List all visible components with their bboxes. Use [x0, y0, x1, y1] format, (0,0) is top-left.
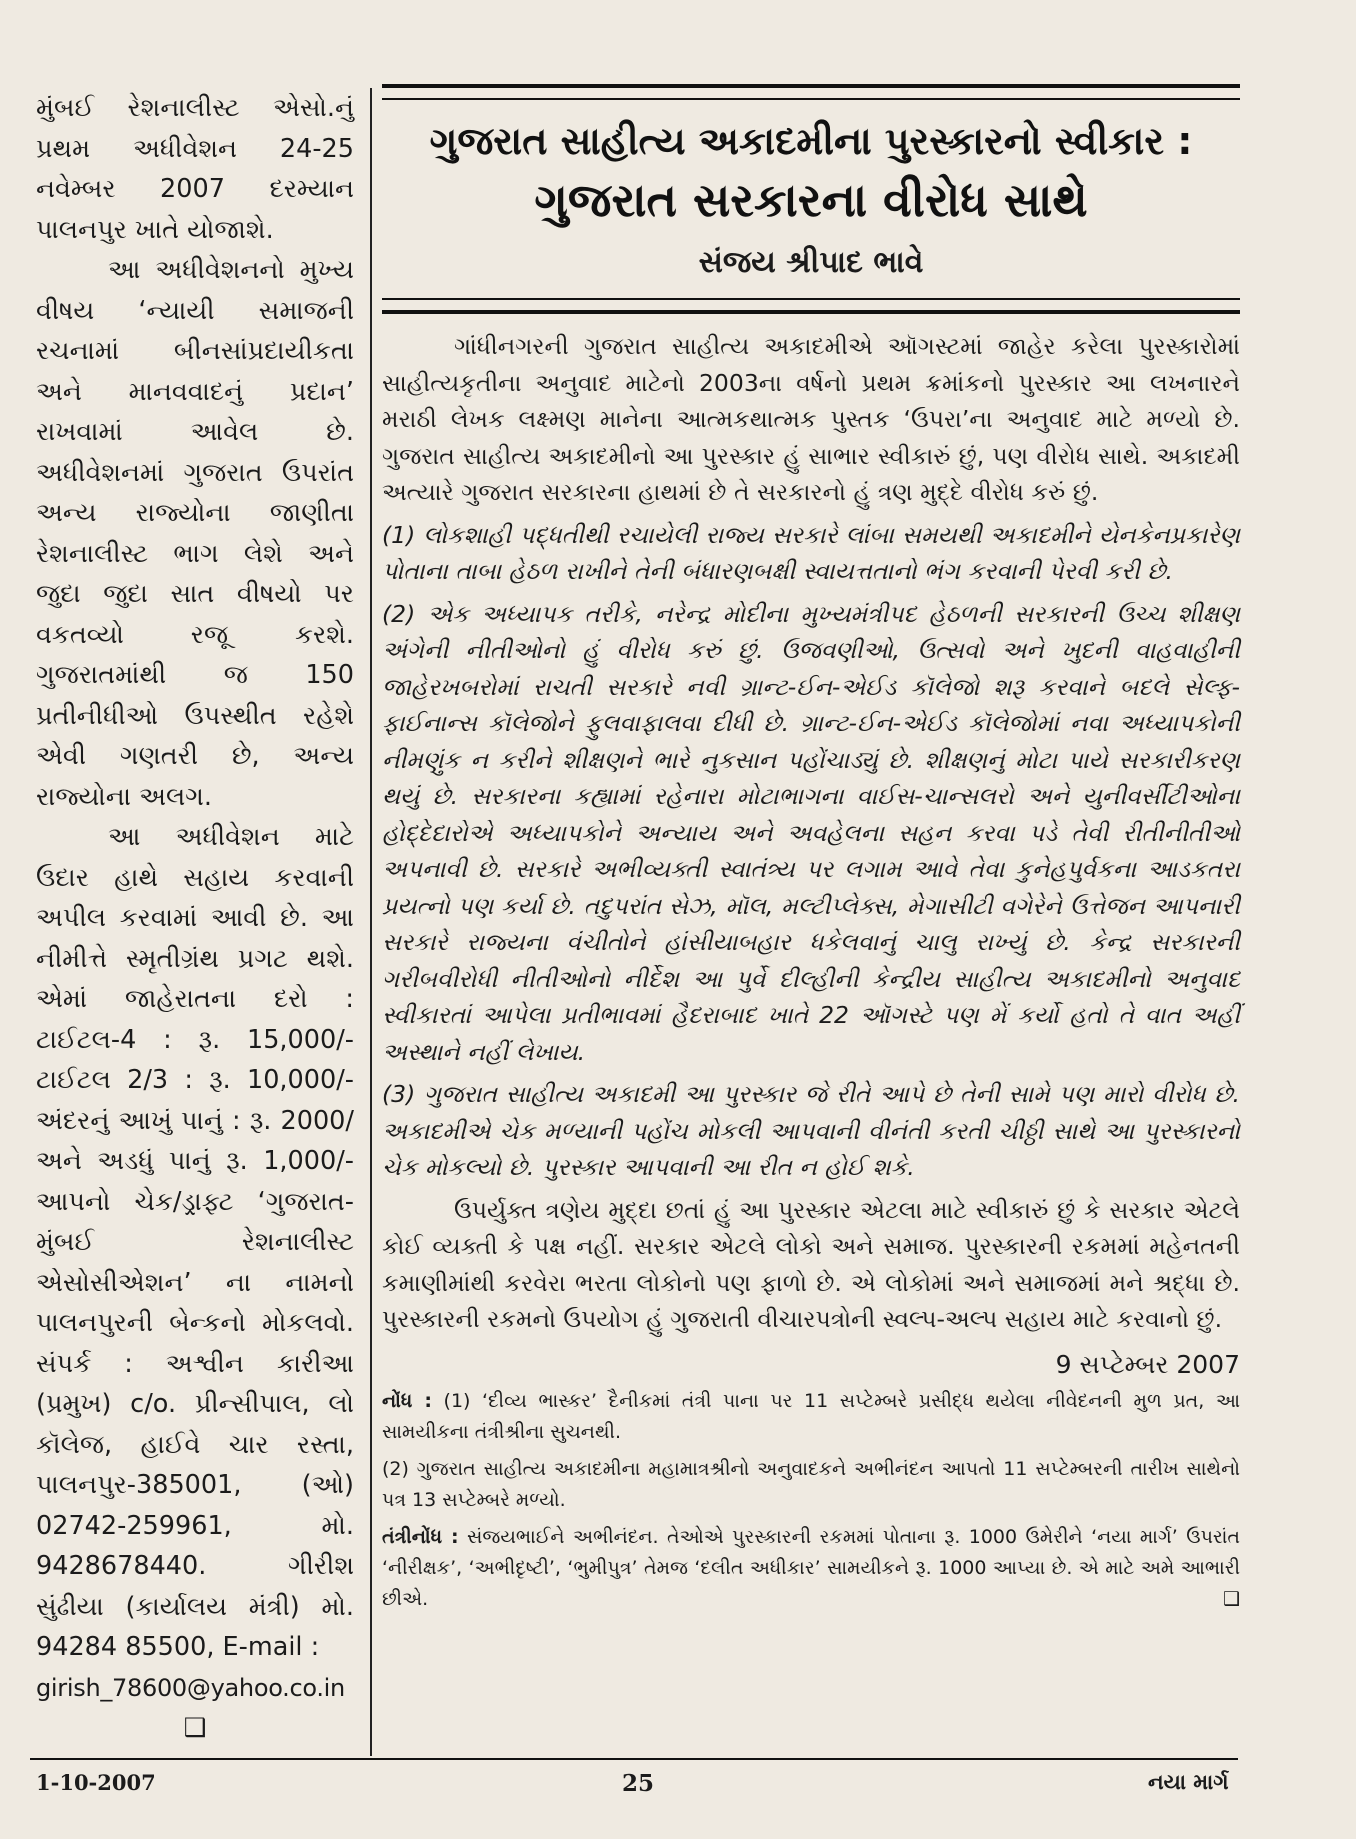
announcement-paragraph: મુંબઈ રેશનાલીસ્ટ એસો.નું પ્રથમ અધીવેશન 24-25 નવેમ્બર 2007 દરમ્યાન પાલનપુર ખાતે યોજાશે. — [36, 93, 354, 245]
article-date: 9 સપ્ટેમ્બર 2007 — [1055, 1349, 1240, 1379]
article-paragraph: ગાંધીનગરની ગુજરાત સાહીત્ય અકાદમીએ ઑગસ્ટમાં જાહેર કરેલા પુરસ્કારોમાં સાહીત્યકૃતીના અનુવાદ માટેનો 2003ના વર્ષનો પ્રથમ ક્રમાંકનો પુરસ્કાર આ લખનારને મરાઠી લેખક લક્ષ્મણ માનેના આત્મકથાત્મક પુસ્તક ‘ઉપરા’ના અનુવાદ માટે મળ્યો છે. ગુજરાત સાહીત્ય અકાદમીનો આ પુરસ્કાર હું સાભાર સ્વીકારું છું, પણ વીરોધ સાથે. અકાદમી અત્યારે ગુજરાત સરકારના હાથમાં છે તે સરકારનો હું ત્રણ મુદ્દે વીરોધ કરું છું. — [382, 332, 1240, 506]
editor-note: તંત્રીનોંધ : સંજયભાઈને અભીનંદન. તેઓએ પુરસ્કારની રકમમાં પોતાના રૂ. 1000 ઉમેરીને ‘નયા માર્ગ’ ઉપરાંત ‘નીરીક્ષક’, ‘અભીદૃષ્ટી’, ‘ભુમીપુત્ર’ તેમજ ‘દલીત અધીકાર’ સામયીકને રૂ. 1000 આપ્યા છે. એ માટે અમે આભારી છીએ. ❑ — [382, 1522, 1240, 1615]
announcement-paragraph: આ અધીવેશનનો મુખ્ય વીષય ‘ન્યાયી સમાજની રચનામાં બીનસાંપ્રદાયીકતા અને માનવવાદનું પ્રદાન’ રાખવામાં આવેલ છે. અધીવેશનમાં ગુજરાત ઉપરાંત અન્ય રાજ્યોના જાણીતા રેશનાલીસ્ટ ભાગ લેશે અને જુદા જુદા સાત વીષયો પર વકતવ્યો રજૂ કરશે. ગુજરાતમાંથી જ 150 પ્રતીનીધીઓ ઉપસ્થીત રહેશે એવી ગણતરી છે, અન્ય રાજ્યોના અલગ. — [36, 255, 354, 812]
article-title-line2: ગુજરાત સરકારના વીરોધ સાથે — [534, 173, 1088, 227]
article-notes — [382, 1386, 1240, 1615]
announcement-paragraph: આ અધીવેશન માટે ઉદાર હાથે સહાય કરવાની અપીલ કરવામાં આવી છે. આ નીમીત્તે સ્મૃતીગ્રંથ પ્રગટ થશે. એમાં જાહેરાતના દરો : ટાઈટલ-4 : રૂ. 15,000/- ટાઈટલ 2/3 : રૂ. 10,000/- અંદરનું આખું પાનું : રૂ. 2000/ અને અડધું પાનું રૂ. 1,000/- આપનો ચેક/ડ્રાફ્ટ ‘ગુજરાત-મુંબઈ રેશનાલીસ્ટ એસોસીએશન’ ના નામનો પાલનપુરની બેન્કનો મોકલવો. સંપર્ક : અશ્વીન કારીઆ (પ્રમુખ) c/o. પ્રીન્સીપાલ, લો કૉલેજ, હાઈવે ચાર રસ્તા, પાલનપુર-385001, (ઓ) 02742-259961, મો. 9428678440. ગીરીશ સુંઢીયા (કાર્યાલય મંત્રી) મો. 94284 85500, E-mail : — [36, 822, 354, 1662]
page-number: 25 — [622, 1770, 655, 1797]
article-point-2: (2) એક અધ્યાપક તરીકે, નરેન્દ્ર મોદીના મુખ્યમંત્રીપદ હેઠળની સરકારની ઉચ્ચ શીક્ષણ અંગેની નીતીઓનો હું વીરોધ કરું છું. ઉજવણીઓ, ઉત્સવો અને ખુદની વાહવાહીની જાહેરખબરોમાં રાચતી સરકારે નવી ગ્રાન્ટ-ઈન-એઈડ કૉલેજો શરૂ કરવાને બદલે સેલ્ફ-ફાઈનાન્સ કૉલેજોને ફુલવાફાલવા દીધી છે. ગ્રાન્ટ-ઈન-એઈડ કૉલેજોમાં નવા અધ્યાપકોની નીમણુંક ન કરીને શીક્ષણને ભારે નુકસાન પહોંચાડ્યું છે. શીક્ષણનું મોટા પાયે સરકારીકરણ થયું છે. સરકારના કહ્યામાં રહેનારા મોટાભાગના વાઈસ-ચાન્સલરો અને યુનીવર્સીટીઓના હોદ્દેદારોએ અધ્યાપકોને અન્યાય અને અવહેલના સહન કરવા પડે તેવી રીતીનીતીઓ અપનાવી છે. સરકારે અભીવ્યક્તી સ્વાતંત્ર્ય પર લગામ આવે તેવા કુનેહપુર્વકના આડકતરા પ્રયત્નો પણ કર્યા છે. તદુપરાંત સેઝ, મૉલ, મલ્ટીપ્લેક્સ, મેગાસીટી વગેરેને ઉત્તેજન આપનારી સરકારે રાજ્યના વંચીતોને હાંસીયાબહાર ધકેલવાનું ચાલુ રાખ્યું છે. કેન્દ્ર સરકારની ગરીબવીરોધી નીતીઓનો નીર્દેશ આ પુર્વે દીલ્હીની કેન્દ્રીય સાહીત્ય અકાદમીનો અનુવાદ સ્વીકારતાં આપેલા પ્રતીભાવમાં હૈદરાબાદ ખાતે 22 ઑગસ્ટે પણ મેં કર્યો હતો તે વાત અહીં અસ્થાને નહીં લેખાય. — [382, 599, 1240, 1066]
column-divider — [370, 88, 372, 1756]
article-point-1: (1) લોકશાહી પદ્ધતીથી રચાયેલી રાજ્ય સરકારે લાંબા સમયથી અકાદમીને યેનકેનપ્રકારેણ પોતાના તાબા હેઠળ રાખીને તેની બંધારણબક્ષી સ્વાયત્તતાનો ભંગ કરવાની પેરવી કરી છે. — [382, 520, 1240, 585]
contact-email: girish_78600@yahoo.co.in — [36, 1673, 345, 1702]
article-author: સંજય શ્રીપાદ ભાવે — [698, 245, 924, 280]
article-body — [382, 328, 1240, 1338]
article-paragraph: ઉપર્યુક્ત ત્રણેય મુદ્દા છતાં હું આ પુરસ્કાર એટલા માટે સ્વીકારું છું કે સરકાર એટલે કોઈ વ્યક્તી કે પક્ષ નહીં. સરકાર એટલે લોકો અને સમાજ. પુરસ્કારની રકમમાં મહેનતની કમાણીમાંથી કરવેરા ભરતા લોકોનો પણ ફાળો છે. એ લોકોમાં અને સમાજમાં મને શ્રદ્ધા છે. પુરસ્કારની રકમનો ઉપયોગ હું ગુજરાતી વીચારપત્રોની સ્વલ્પ-અલ્પ સહાય માટે કરવાનો છું. — [382, 1195, 1240, 1333]
end-mark-icon: ❑ — [183, 1713, 207, 1743]
article — [382, 84, 1240, 1621]
title-rule-top — [382, 84, 1240, 100]
end-mark-icon: ❑ — [1222, 1587, 1240, 1610]
title-rule-bottom — [382, 298, 1240, 314]
announcement-column — [36, 88, 354, 1749]
article-point-3: (3) ગુજરાત સાહીત્ય અકાદમી આ પુરસ્કાર જે રીતે આપે છે તેની સામે પણ મારો વીરોધ છે. અકાદમીએ ચેક મળ્યાની પહોંચ મોકલી આપવાની વીનંતી કરતી ચીઠ્ઠી સાથે આ પુરસ્કારનો ચેક મોકલ્યો છે. પુરસ્કાર આપવાની આ રીત ન હોઈ શકે. — [382, 1080, 1240, 1181]
publication-name: નયા માર્ગ — [1148, 1770, 1229, 1794]
footer-rule — [30, 1758, 1238, 1760]
note-1: નોંધ : (1) ‘દીવ્ય ભાસ્કર’ દૈનીકમાં તંત્રી પાના પર 11 સપ્ટેમ્બરે પ્રસીદ્ધ થયેલા નીવેદનની મુળ પ્રત, આ સામયીકના તંત્રીશ્રીના સુચનથી. — [382, 1389, 1240, 1443]
note-2: (2) ગુજરાત સાહીત્ય અકાદમીના મહામાત્રશ્રીનો અનુવાદકને અભીનંદન આપતો 11 સપ્ટેમ્બરની તારીખ સાથેનો પત્ર 13 સપ્ટેમ્બરે મળ્યો. — [382, 1457, 1240, 1511]
article-title-line1: ગુજરાત સાહીત્ય અકાદમીના પુરસ્કારનો સ્વીકાર : — [429, 119, 1193, 163]
footer-date: 1-10-2007 — [36, 1770, 156, 1795]
